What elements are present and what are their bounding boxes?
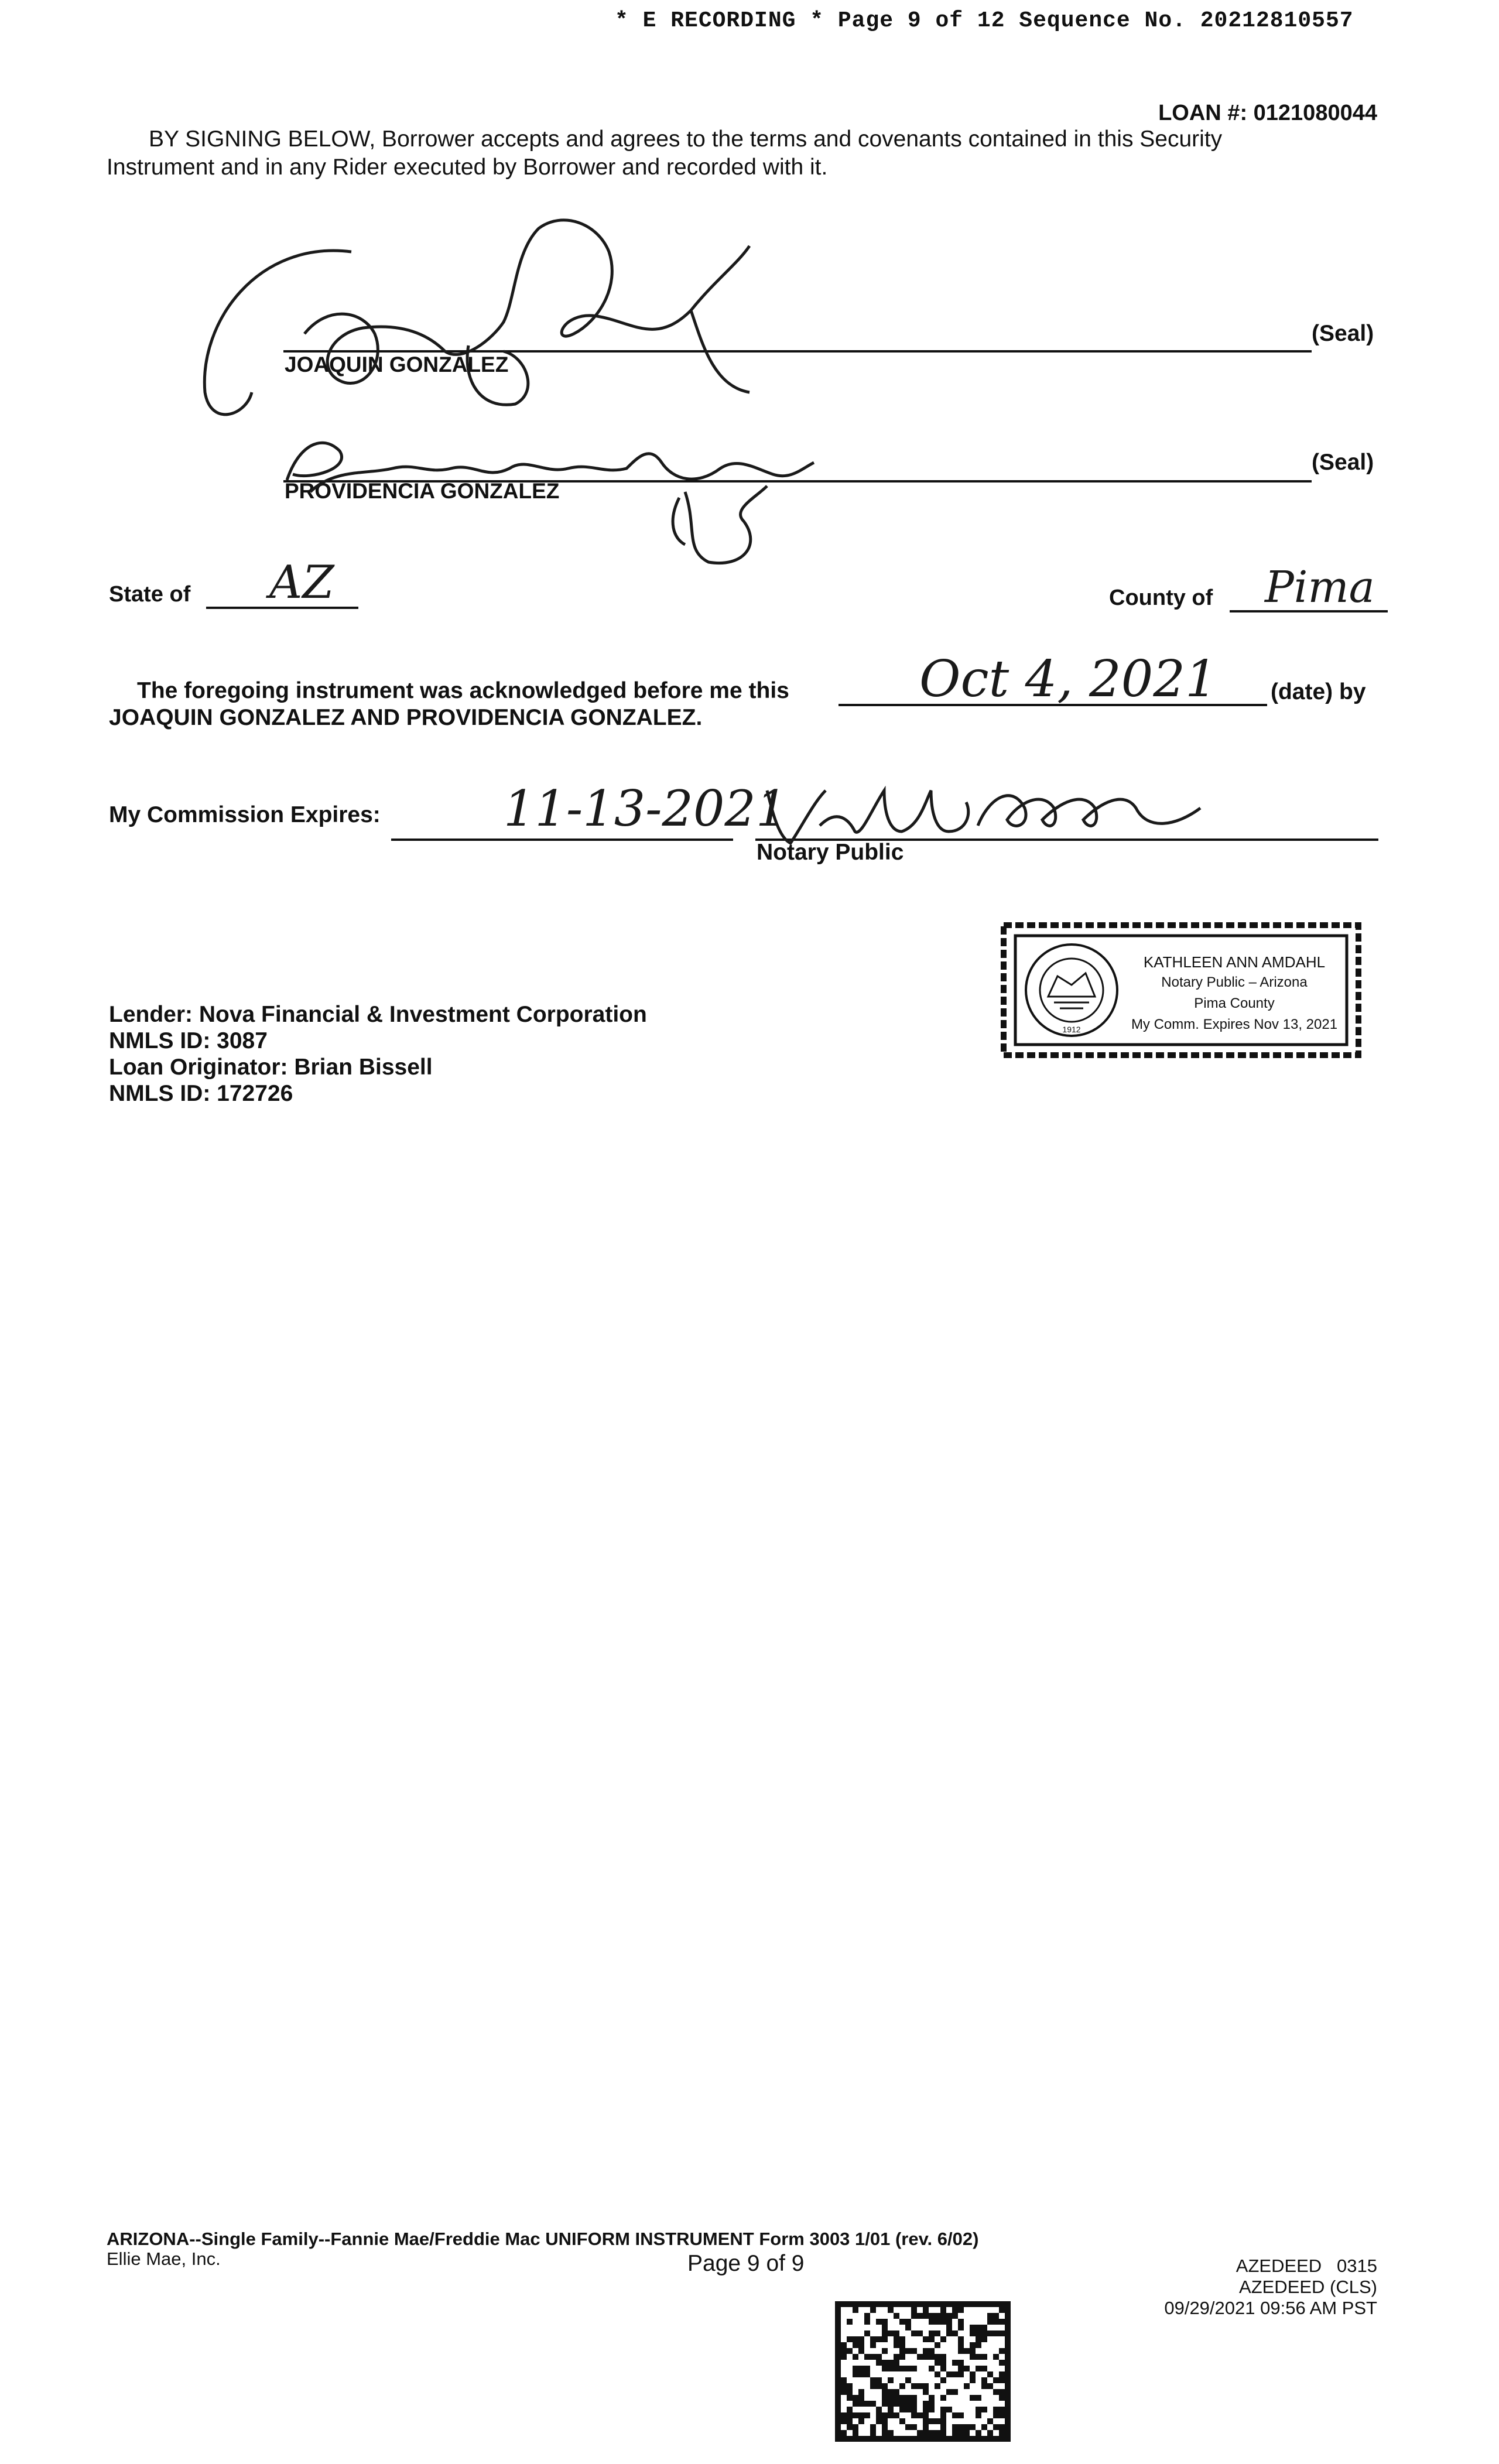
stamp-name: KATHLEEN ANN AMDAHL xyxy=(1143,953,1326,971)
footer-code-1: AZEDEED 0315 xyxy=(1236,2256,1377,2276)
notary-stamp xyxy=(999,920,1363,1060)
county-label: County of xyxy=(1109,586,1213,610)
footer-code-2: AZEDEED (CLS) xyxy=(1239,2277,1377,2297)
page-number: Page 9 of 9 xyxy=(687,2251,805,2276)
handwritten-signature-icon xyxy=(275,410,826,574)
originator-nmls: NMLS ID: 172726 xyxy=(109,1081,293,1106)
intro-line-1: BY SIGNING BELOW, Borrower accepts and agrees to the terms and covenants contained in this Security xyxy=(149,126,1223,152)
commission-line xyxy=(391,839,733,841)
acknowledgment-names: JOAQUIN GONZALEZ AND PROVIDENCIA GONZALEZ. xyxy=(109,705,703,730)
commission-label: My Commission Expires: xyxy=(109,802,381,827)
footer-timestamp: 09/29/2021 09:56 AM PST xyxy=(1164,2298,1377,2318)
loan-number: LOAN #: 0121080044 xyxy=(1158,101,1377,125)
form-identifier: ARIZONA--Single Family--Fannie Mae/Freddie Mac UNIFORM INSTRUMENT Form 3003 1/01 (rev. 6/02) xyxy=(107,2229,979,2249)
signer-name: PROVIDENCIA GONZALEZ xyxy=(285,479,560,503)
intro-line-2: Instrument and in any Rider executed by Borrower and recorded with it. xyxy=(107,155,828,180)
lender-block xyxy=(109,1001,647,1107)
ack-date-handwritten: Oct 4, 2021 xyxy=(919,650,1217,709)
ack-date-suffix: (date) by xyxy=(1271,679,1366,704)
seal-label: (Seal) xyxy=(1312,321,1374,346)
notary-public-label: Notary Public xyxy=(757,840,904,865)
barcode-icon xyxy=(835,2301,1011,2442)
recording-header: * E RECORDING * Page 9 of 12 Sequence No. 20212810557 xyxy=(615,8,1354,33)
stamp-title: Notary Public – Arizona xyxy=(1161,974,1308,990)
state-handwritten: AZ xyxy=(269,556,334,609)
seal-label: (Seal) xyxy=(1312,450,1374,475)
handwritten-signature-icon xyxy=(187,217,773,427)
lender-nmls: NMLS ID: 3087 xyxy=(109,1028,268,1053)
lender-name: Lender: Nova Financial & Investment Corporation xyxy=(109,1002,647,1027)
stamp-county: Pima County xyxy=(1194,995,1275,1011)
loan-originator: Loan Originator: Brian Bissell xyxy=(109,1055,433,1080)
state-label: State of xyxy=(109,582,191,607)
notary-signature-icon xyxy=(755,767,1212,849)
commission-handwritten: 11-13-2021 xyxy=(504,780,788,837)
county-handwritten: Pima xyxy=(1265,562,1375,612)
stamp-expires: My Comm. Expires Nov 13, 2021 xyxy=(1131,1017,1338,1032)
acknowledgment-text: The foregoing instrument was acknowledged before me this xyxy=(137,678,789,703)
signer-name: JOAQUIN GONZALEZ xyxy=(285,353,509,377)
vendor-name: Ellie Mae, Inc. xyxy=(107,2249,221,2269)
seal-year: 1912 xyxy=(1062,1025,1081,1034)
